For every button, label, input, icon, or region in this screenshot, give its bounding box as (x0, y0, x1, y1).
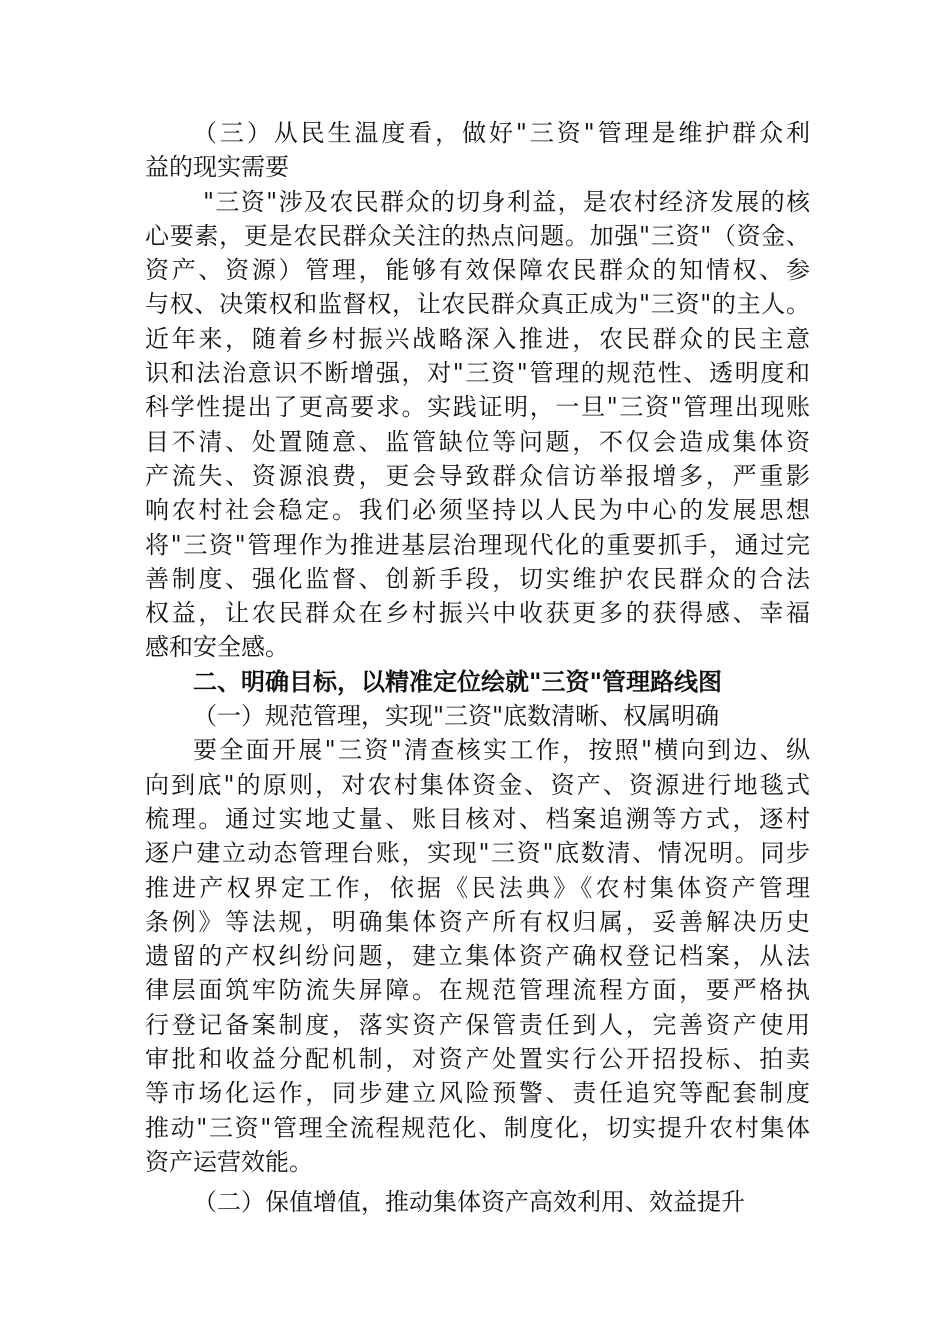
section3-para-line: 响农村社会稳定。我们必须坚持以人民为中心的发展思想 (145, 496, 810, 525)
section3-para-line: 识和法治意识不断增强，对"三资"管理的规范性、透明度和 (145, 359, 810, 388)
section3-para-line: 资产、资源）管理，能够有效保障农民群众的知情权、参 (145, 256, 810, 285)
section3-para-line: 近年来，随着乡村振兴战略深入推进，农民群众的民主意 (145, 324, 810, 353)
subsection1-para-line: 等市场化运作，同步建立风险预警、责任追究等配套制度 (145, 1079, 810, 1108)
document-body (145, 116, 810, 1220)
section3-para-line: 将"三资"管理作为推进基层治理现代化的重要抓手，通过完 (145, 530, 810, 559)
subsection2-title: （二）保值增值，推动集体资产高效利用、效益提升 (193, 1188, 745, 1217)
section3-para-line-last: 感和安全感。 (145, 633, 289, 662)
heading-level-1: 二、明确目标，以精准定位绘就"三资"管理路线图 (193, 667, 723, 696)
section3-para-line: 权益，让农民群众在乡村振兴中收获更多的获得感、幸福 (145, 599, 810, 628)
section3-para-line: 科学性提出了更高要求。实践证明，一旦"三资"管理出现账 (145, 393, 810, 422)
subsection1-para-line-last: 资产运营效能。 (145, 1147, 313, 1176)
section3-para-line: 善制度、强化监督、创新手段，切实维护农民群众的合法 (145, 564, 810, 593)
subsection1-para-line: 行登记备案制度，落实资产保管责任到人，完善资产使用 (145, 1010, 810, 1039)
section3-title-line-1: （三）从民生温度看，做好"三资"管理是维护群众利 (193, 119, 810, 147)
subsection1-para-line: 推动"三资"管理全流程规范化、制度化，切实提升农村集体 (145, 1113, 810, 1142)
subsection1-para-line: 遗留的产权纠纷问题，建立集体资产确权登记档案，从法 (145, 942, 810, 971)
subsection1-title: （一）规范管理，实现"三资"底数清晰、权属明确 (193, 702, 720, 731)
subsection1-para-line: 向到底"的原则，对农村集体资金、资产、资源进行地毯式 (145, 770, 810, 799)
section3-para-line: 与权、决策权和监督权，让农民群众真正成为"三资"的主人。 (145, 290, 810, 319)
subsection1-para-line: 推进产权界定工作，依据《民法典》《农村集体资产管理 (145, 873, 810, 902)
subsection1-para-line: 律层面筑牢防流失屏障。在规范管理流程方面，要严格执 (145, 976, 810, 1005)
subsection1-para-line: 梳理。通过实地丈量、账目核对、档案追溯等方式，逐村 (145, 804, 810, 833)
section3-para-line: 产流失、资源浪费，更会导致群众信访举报增多，严重影 (145, 461, 810, 490)
subsection1-para-line: 逐户建立动态管理台账，实现"三资"底数清、情况明。同步 (145, 839, 810, 868)
section3-para-line: 心要素，更是农民群众关注的热点问题。加强"三资"（资金、 (145, 221, 810, 250)
subsection1-para-line: 条例》等法规，明确集体资产所有权归属，妥善解决历史 (145, 907, 810, 936)
section3-title-line-2: 益的现实需要 (145, 153, 289, 182)
section3-para-line: 目不清、处置随意、监管缺位等问题，不仅会造成集体资 (145, 427, 810, 456)
section3-para-line: "三资"涉及农民群众的切身利益，是农村经济发展的核 (203, 187, 810, 216)
subsection1-para-line: 审批和收益分配机制，对资产处置实行公开招投标、拍卖 (145, 1045, 810, 1074)
subsection1-para-line: 要全面开展"三资"清查核实工作，按照"横向到边、纵 (193, 736, 810, 765)
